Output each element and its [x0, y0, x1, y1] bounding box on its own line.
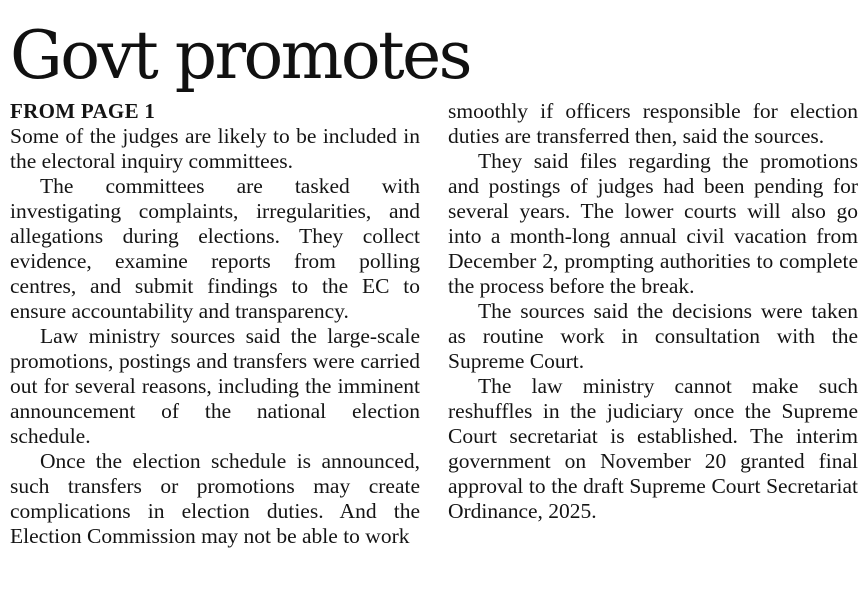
paragraph: The committees are tasked with investigating complaints, irregularities, and allegations during elections. They collect evidence, examine reports from polling centres, and submit findings to the EC to ensure accountability and transparency. — [10, 174, 420, 323]
paragraph: The sources said the decisions were taken as routine work in consultation with the Supreme Court. — [448, 299, 858, 373]
paragraph: Some of the judges are likely to be included in the electoral inquiry committees. — [10, 124, 420, 173]
continuation-kicker: FROM PAGE 1 — [10, 99, 156, 123]
paragraph: Once the election schedule is announced, such transfers or promotions may create complications in election duties. And the Election Commission may not be able to work — [10, 449, 420, 548]
article-column-right — [448, 99, 858, 524]
paragraph: They said files regarding the promotions and postings of judges had been pending for several years. The lower courts will also go into a month-long annual civil vacation from December 2, prompting authorities to complete the process before the break. — [448, 149, 858, 298]
paragraph: The law ministry cannot make such reshuffles in the judiciary once the Supreme Court secretariat is established. The interim government on November 20 granted final approval to the draft Supreme Court Secretariat Ordinance, 2025. — [448, 374, 858, 523]
headline: Govt promotes — [10, 17, 471, 94]
article-column-left — [10, 99, 420, 549]
paragraph: smoothly if officers responsible for election duties are transferred then, said the sources. — [448, 99, 858, 148]
paragraph: Law ministry sources said the large-scale promotions, postings and transfers were carried out for several reasons, including the imminent announcement of the national election schedule. — [10, 324, 420, 448]
